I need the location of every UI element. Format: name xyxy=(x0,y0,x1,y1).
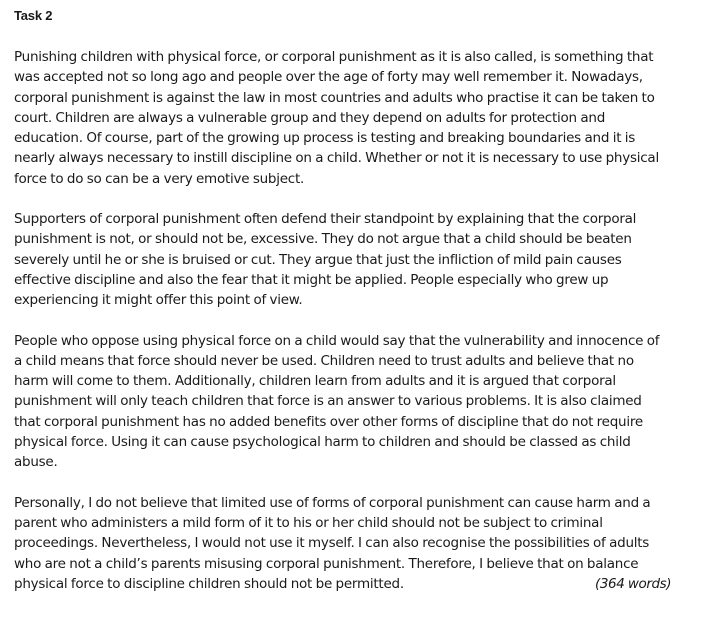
text-line: punishment is not, or should not be, excessive. They do not argue that a child should be beaten xyxy=(14,231,632,248)
task-title: Task 2 xyxy=(14,8,53,23)
text-line: experiencing it might offer this point of view. xyxy=(14,292,303,309)
text-line: was accepted not so long ago and people over the age of forty may well remember it. Nowadays, xyxy=(14,69,643,86)
last-line xyxy=(14,574,704,594)
paragraph-4 xyxy=(14,493,704,594)
text-line: force to do so can be a very emotive subject. xyxy=(14,170,305,187)
text-line: that corporal punishment has no added benefits over other forms of discipline that do not require xyxy=(14,413,643,430)
document xyxy=(14,7,704,614)
word-count: (364 words) xyxy=(595,575,672,592)
text-line: Supporters of corporal punishment often defend their standpoint by explaining that the corporal xyxy=(14,211,637,228)
text-line: parent who administers a mild form of it to his or her child should not be subject to criminal xyxy=(14,514,603,531)
text-line: harm will come to them. Additionally, children learn from adults and it is argued that corporal xyxy=(14,373,616,390)
text-line: physical force to discipline children should not be permitted. xyxy=(14,575,404,592)
text-line: abuse. xyxy=(14,454,58,471)
paragraph-1 xyxy=(14,47,704,189)
text-line: corporal punishment is against the law in most countries and adults who practise it can be taken to xyxy=(14,89,655,106)
text-line: severely until he or she is bruised or cut. They argue that just the infliction of mild pain causes xyxy=(14,251,622,268)
text-line: a child means that force should never be used. Children need to trust adults and believe that no xyxy=(14,352,634,369)
paragraph-2 xyxy=(14,209,704,310)
text-line: punishment will only teach children that force is an answer to various problems. It is also claimed xyxy=(14,393,642,410)
paragraph-3 xyxy=(14,331,704,473)
text-line: effective discipline and also the fear that it might be applied. People especially who grew up xyxy=(14,271,609,288)
text-line: Punishing children with physical force, or corporal punishment as it is also called, is something that xyxy=(14,49,654,65)
text-line: Personally, I do not believe that limited use of forms of corporal punishment can cause harm and a xyxy=(14,494,651,511)
text-line: court. Children are always a vulnerable group and they depend on adults for protection and xyxy=(14,109,606,126)
text-line: education. Of course, part of the growing up process is testing and breaking boundaries and it is xyxy=(14,130,636,147)
text-line: physical force. Using it can cause psychological harm to children and should be classed as child xyxy=(14,434,631,451)
text-line: nearly always necessary to instill discipline on a child. Whether or not it is necessary to use physical xyxy=(14,150,659,167)
text-line: proceedings. Nevertheless, I would not use it myself. I can also recognise the possibilities of adults xyxy=(14,535,650,552)
text-line: People who oppose using physical force on a child would say that the vulnerability and innocence of xyxy=(14,332,660,349)
text-line: who are not a child’s parents misusing corporal punishment. Therefore, I believe that on balance xyxy=(14,555,639,572)
